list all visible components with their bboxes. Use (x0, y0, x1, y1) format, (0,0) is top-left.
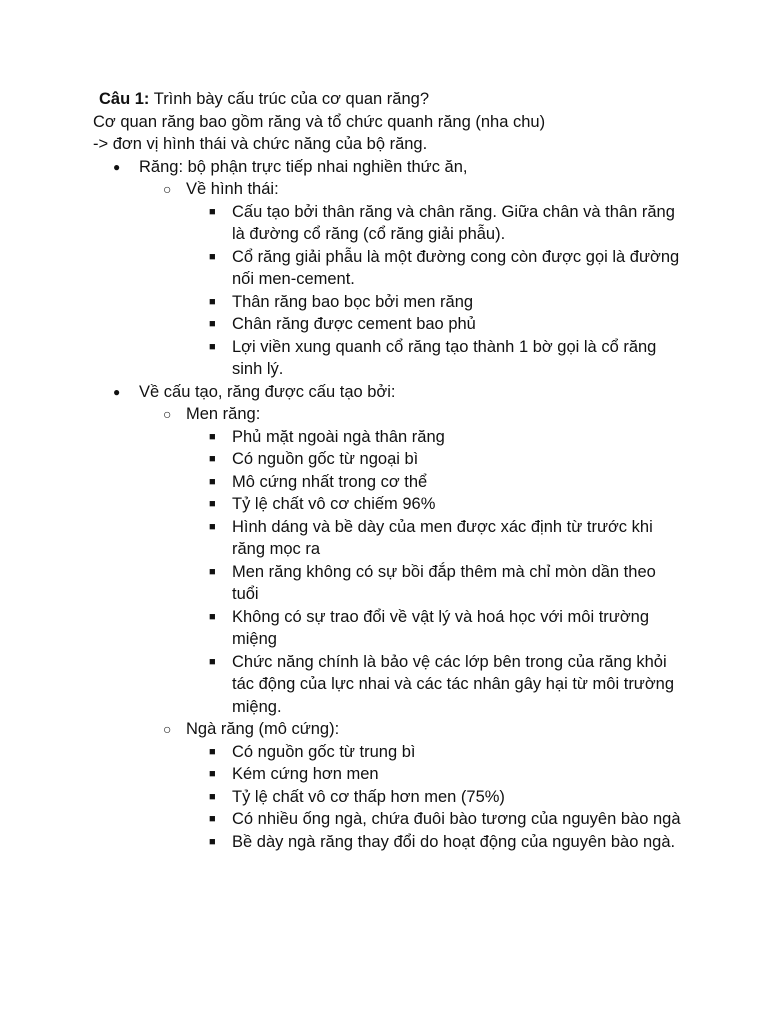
bullet-text: Răng: bộ phận trực tiếp nhai nghiền thức ăn, (139, 157, 468, 176)
sub-bullet-item (186, 403, 768, 718)
intro-line: Cơ quan răng bao gồm răng và tổ chức quanh răng (nha chu) (93, 112, 546, 131)
detail-list (186, 201, 768, 381)
detail-item: ■ Cổ răng giải phẫu là một đường cong còn được gọi là đường nối men-cement. (232, 246, 682, 291)
detail-item: ■ Tỷ lệ chất vô cơ thấp hơn men (75%) (232, 786, 682, 809)
sub-bullet-text: Về hình thái: (186, 180, 279, 198)
detail-item: ■ Mô cứng nhất trong cơ thể (232, 471, 682, 494)
question-title (93, 88, 768, 111)
outline-list (93, 156, 768, 854)
detail-item: ■ Chức năng chính là bảo vệ các lớp bên trong của răng khỏi tác động của lực nhai và các tác nhân gây hại từ môi trường miệng. (232, 651, 682, 719)
bullet-text: Về cấu tạo, răng được cấu tạo bởi: (139, 382, 396, 401)
sub-list (139, 178, 768, 381)
detail-item: ■ Tỷ lệ chất vô cơ chiếm 96% (232, 493, 682, 516)
sub-list (139, 403, 768, 853)
intro-line: -> đơn vị hình thái và chức năng của bộ răng. (93, 135, 428, 153)
question-text: Trình bày cấu trúc của cơ quan răng? (149, 90, 430, 108)
detail-item: ■ Cấu tạo bởi thân răng và chân răng. Giữa chân và thân răng là đường cổ răng (cổ răng giải phẫu). (232, 201, 682, 246)
detail-item: ■ Bề dày ngà răng thay đổi do hoạt động của nguyên bào ngà. (232, 831, 682, 854)
detail-item: ■ Có nguồn gốc từ ngoại bì (232, 448, 682, 471)
detail-item: ■ Không có sự trao đổi về vật lý và hoá học với môi trường miệng (232, 606, 682, 651)
detail-list (186, 741, 768, 854)
sub-bullet-text: Men răng: (186, 405, 261, 423)
detail-item: ■ Thân răng bao bọc bởi men răng (232, 291, 682, 314)
detail-item: ■ Lợi viền xung quanh cổ răng tạo thành 1 bờ gọi là cổ răng sinh lý. (232, 336, 682, 381)
detail-item: ■ Phủ mặt ngoài ngà thân răng (232, 426, 682, 449)
detail-item: ■ Men răng không có sự bồi đắp thêm mà chỉ mòn dần theo tuổi (232, 561, 682, 606)
detail-item: ■ Chân răng được cement bao phủ (232, 313, 682, 336)
detail-item: ■ Kém cứng hơn men (232, 763, 682, 786)
sub-bullet-item (186, 718, 768, 853)
sub-bullet-text: Ngà răng (mô cứng): (186, 720, 340, 738)
sub-bullet-item (186, 178, 768, 381)
detail-item: ■ Hình dáng và bề dày của men được xác định từ trước khi răng mọc ra (232, 516, 682, 561)
bullet-item (139, 156, 768, 381)
bullet-item (139, 381, 768, 854)
detail-item: ■ Có nguồn gốc từ trung bì (232, 741, 682, 764)
detail-item: ■ Có nhiều ống ngà, chứa đuôi bào tương của nguyên bào ngà (232, 808, 682, 831)
detail-list (186, 426, 768, 719)
question-label: Câu 1: (99, 90, 150, 108)
